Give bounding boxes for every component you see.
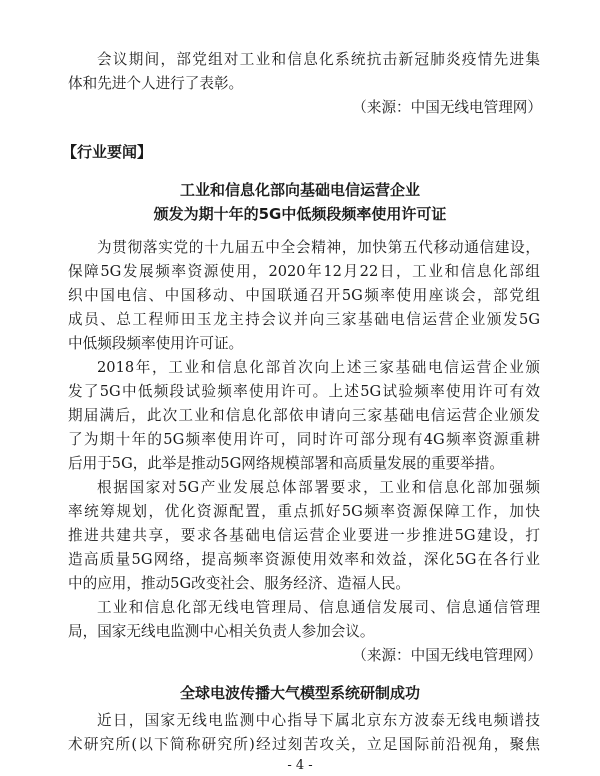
page-number: - 4 - <box>287 758 313 773</box>
paragraph-line: 中低频段频率使用许可证。 <box>68 335 244 352</box>
source-note: （来源：中国无线电管理网） <box>352 647 542 664</box>
article-title-line: 工业和信息化部向基础电信运营企业 <box>179 181 420 199</box>
paragraph-line: 局，国家无线电监测中心相关负责人参加会议。 <box>68 623 375 640</box>
paragraph-line: 会议期间，部党组对工业和信息化系统抗击新冠肺炎疫情先进集 <box>97 51 540 68</box>
paragraph-line: 根据国家对5G产业发展总体部署要求，工业和信息化部加强频 <box>97 479 540 496</box>
paragraph-line: 了为期十年的5G频率使用许可，同时许可部分现有4G频率资源重耕 <box>68 431 540 448</box>
paragraph-line: 近日，国家无线电监测中心指导下属北京东方波泰无线电频谱技 <box>97 712 540 729</box>
paragraph-line: 发了5G中低频段试验频率使用许可。上述5G试验频率使用许可有效 <box>68 383 540 400</box>
paragraph-line: 期届满后，此次工业和信息化部依申请向三家基础电信运营企业颁发 <box>68 407 540 424</box>
paragraph-line: 工业和信息化部无线电管理局、信息通信发展司、信息通信管理 <box>97 599 540 616</box>
article-title: 全球电波传播大气模型系统研制成功 <box>179 684 420 702</box>
paragraph-line: 体和先进个人进行了表彰。 <box>68 75 244 92</box>
source-note: （来源：中国无线电管理网） <box>352 99 542 116</box>
paragraph-line: 为贯彻落实党的十九届五中全会精神，加快第五代移动通信建设， <box>97 239 540 256</box>
paragraph-line: 推进共建共享，要求各基础电信运营企业要进一步推进5G建设，打 <box>68 527 540 544</box>
section-header: 【行业要闻】 <box>62 143 153 161</box>
paragraph-line: 造高质量5G网络，提高频率资源使用效率和效益，深化5G在各行业 <box>68 551 540 568</box>
paragraph-line: 保障5G发展频率资源使用，2020年12月22日，工业和信息化部组 <box>68 263 540 280</box>
article-title-line: 颁发为期十年的5G中低频段频率使用许可证 <box>153 205 447 223</box>
paragraph-line: 率统筹规划，优化资源配置，重点抓好5G频率资源保障工作，加快 <box>68 503 540 520</box>
paragraph-line: 织中国电信、中国移动、中国联通召开5G频率使用座谈会，部党组 <box>68 287 540 304</box>
paragraph-line: 后用于5G，此举是推动5G网络规模部署和高质量发展的重要举措。 <box>68 455 504 472</box>
paragraph-line: 2018年，工业和信息化部首次向上述三家基础电信运营企业颁 <box>97 359 540 376</box>
paragraph-line: 成员、总工程师田玉龙主持会议并向三家基础电信运营企业颁发5G <box>68 311 540 328</box>
paragraph-line: 中的应用，推动5G改变社会、服务经济、造福人民。 <box>68 575 411 592</box>
paragraph-line: 术研究所(以下简称研究所)经过刻苦攻关，立足国际前沿视角，聚焦 <box>68 736 540 753</box>
